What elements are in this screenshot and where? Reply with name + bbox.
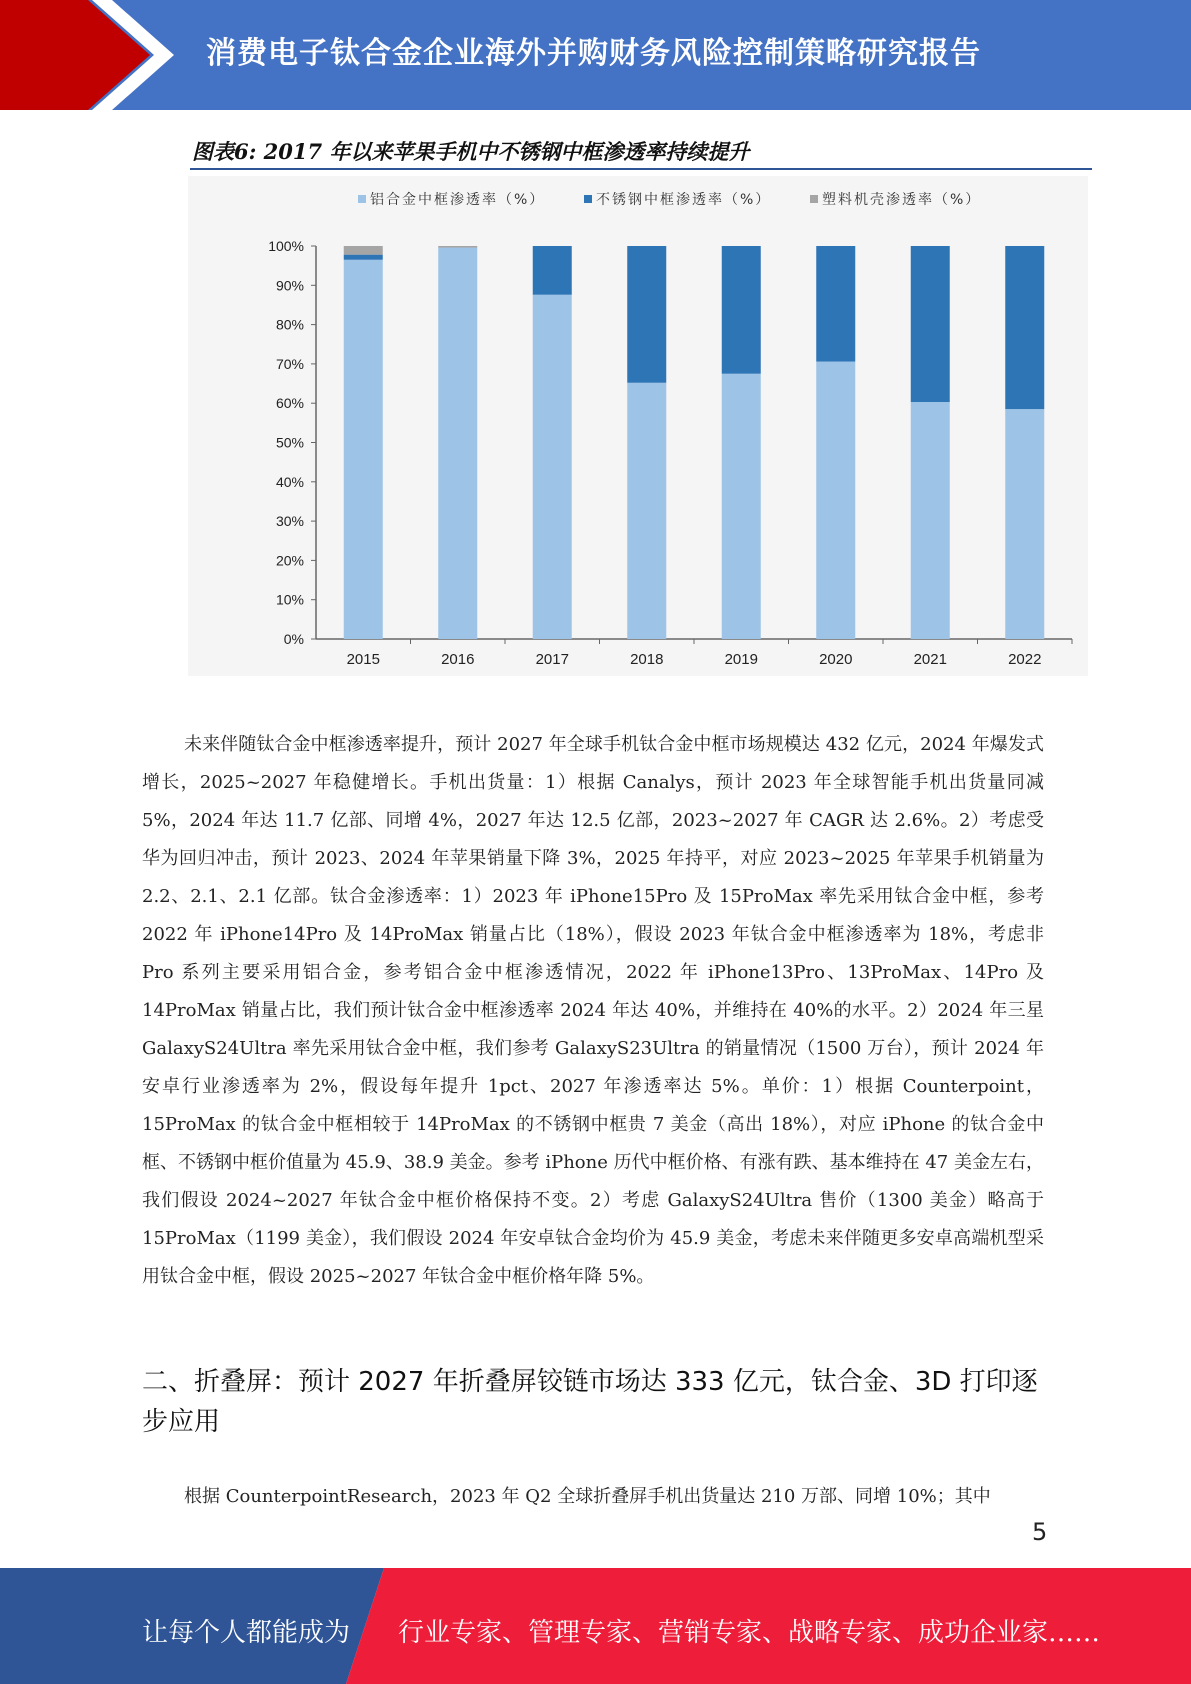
header-arrow-decoration [0,0,200,110]
x-tick-label: 2021 [913,651,947,668]
body-paragraph: 未来伴随钛合金中框渗透率提升，预计 2027 年全球手机钛合金中框市场规模达 432 亿元，2024 年爆发式增长，2025~2027 年稳健增长。手机出货量：1）根据 Canalys，预计 2023 年全球智能手机出货量同减 5%，2024 年达 11.7 亿部、同增 4%，2027 年达 12.5 亿部，2023~2027 年 CAGR 达 2.6%。2）考虑受华为回归冲击，预计 2023、2024 年苹果销量下降 3%，2025 年持平，对应 2023~2025 年苹果手机销量为 2.2、2.1、2.1 亿部。钛合金渗透率：1）2023 年 iPhone15Pro 及 15ProMax 率先采用钛合金中框，参考 2022 年 iPhone14Pro 及 14ProMax 销量占比（18%），假设 2023 年钛合金中框渗透率为 18%，考虑非 Pro 系列主要采用铝合金，参考铝合金中框渗透情况，2022 年 iPhone13Pro、13ProMax、14Pro 及 14ProMax 销量占比，我们预计钛合金中框渗透率 2024 年达 40%，并维持在 40%的水平。2）2024 年三星 GalaxyS24Ultra 率先采用钛合金中框，我们参考 GalaxyS23Ultra 的销量情况（1500 万台），预计 2024 年安卓行业渗透率为 2%，假设每年提升 1pct、2027 年渗透率达 5%。单价：1）根据 Counterpoint，15ProMax 的钛合金中框相较于 14ProMax 的不锈钢中框贵 7 美金（高出 18%），对应 iPhone 的钛合金中框、不锈钢中框价值量为 45.9、38.9 美金。参考 iPhone 历代中框价格、有涨有跌、基本维持在 47 美金左右，我们假设 2024~2027 年钛合金中框价格保持不变。2）考虑 GalaxyS24Ultra 售价（1300 美金）略高于 15ProMax（1199 美金），我们假设 2024 年安卓钛合金均价为 45.9 美金，考虑未来伴随更多安卓高端机型采用钛合金中框，假设 2025~2027 年钛合金中框价格年降 5%。 [142,734,1044,1287]
x-tick-label: 2019 [724,651,758,668]
legend-swatch [584,195,592,203]
legend-label: 塑料机壳渗透率（%） [822,192,982,208]
bar-segment [816,246,855,362]
legend-label: 铝合金中框渗透率（%） [370,192,546,208]
bar-segment [911,246,950,402]
x-tick-label: 2018 [630,651,664,668]
page-footer [0,1568,1191,1684]
footer-slogan-right: 行业专家、管理专家、营销专家、战略专家、成功企业家…… [398,1618,1101,1648]
legend-label: 不锈钢中框渗透率（%） [596,192,772,208]
y-tick-label: 70% [275,355,304,372]
bar-segment [722,246,761,374]
legend-swatch [810,195,818,203]
y-tick-label: 80% [275,316,304,333]
y-tick-label: 90% [275,277,304,294]
body-text [142,726,1044,1296]
bar-segment [1005,409,1044,639]
chart-svg [188,176,1088,676]
bar-segment [344,255,383,260]
y-tick-label: 10% [275,591,304,608]
bar-segment [344,246,383,255]
body-paragraph-continued: 根据 CounterpointResearch，2023 年 Q2 全球折叠屏手机出货量达 210 万部、同增 10%；其中 [184,1486,991,1507]
stacked-bar-chart [188,176,1088,676]
y-tick-label: 60% [275,395,304,412]
y-tick-label: 0% [283,631,304,647]
y-tick-label: 30% [275,513,304,530]
bar-segment [1005,246,1044,409]
bar-segment [911,402,950,639]
x-tick-label: 2017 [535,651,569,668]
bar-segment [627,383,666,639]
y-tick-label: 20% [275,552,304,569]
caption-divider [190,168,1092,170]
bar-segment [438,248,477,639]
x-tick-label: 2020 [819,651,853,668]
x-tick-label: 2016 [441,651,475,668]
bar-segment [533,246,572,295]
legend-swatch [358,195,366,203]
bar-segment [344,260,383,639]
bar-segment [816,362,855,639]
bar-segment [533,295,572,639]
bar-segment [438,246,477,248]
x-tick-label: 2015 [346,651,380,668]
bar-segment [722,374,761,639]
y-tick-label: 50% [275,434,304,451]
y-tick-label: 40% [275,473,304,490]
page-number: 5 [1032,1518,1048,1546]
x-tick-label: 2022 [1008,651,1042,668]
figure-caption: 图表6: 2017 年以来苹果手机中不锈钢中框渗透率持续提升 [192,139,750,164]
page-header [0,0,1191,110]
bar-segment [627,246,666,383]
footer-slogan-left: 让每个人都能成为 [142,1618,351,1648]
report-title: 消费电子钛合金企业海外并购财务风险控制策略研究报告 [206,36,981,71]
y-tick-label: 100% [268,238,304,254]
section-heading: 二、折叠屏：预计 2027 年折叠屏铰链市场达 333 亿元，钛合金、3D 打印逐步应用 [142,1367,1038,1437]
